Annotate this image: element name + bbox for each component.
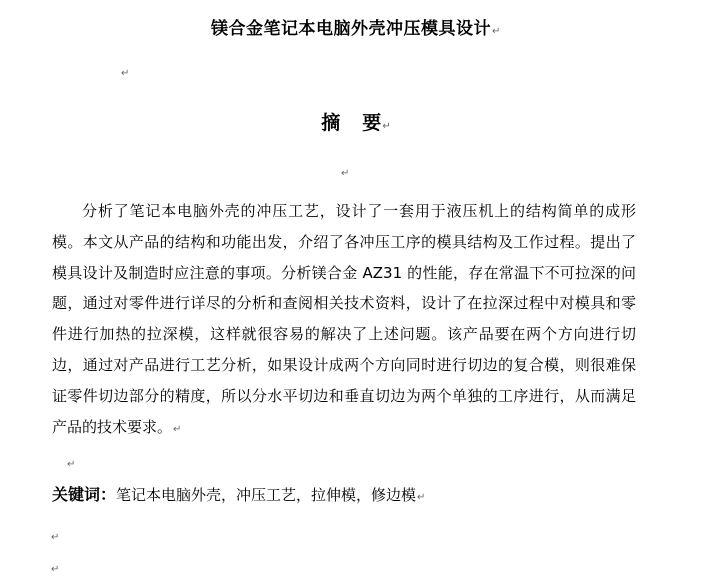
empty-paragraph	[50, 528, 59, 545]
paragraph-mark-icon: ↵	[173, 423, 182, 435]
abstract-heading-char-2: 要	[362, 112, 382, 134]
abstract-body	[52, 196, 636, 445]
paragraph-mark-icon: ↵	[492, 26, 501, 37]
document-title-text: 镁合金笔记本电脑外壳冲压模具设计	[211, 19, 492, 39]
paragraph-mark-icon: ↵	[417, 492, 426, 503]
abstract-heading-char-1: 摘	[321, 112, 341, 134]
paragraph-mark-icon: ↵	[382, 121, 391, 132]
empty-paragraph	[66, 455, 75, 472]
empty-paragraph	[120, 64, 129, 81]
keywords-line	[52, 482, 425, 511]
abstract-body-text: 分析了笔记本电脑外壳的冲压工艺，设计了一套用于液压机上的结构简单的成形模。本文从产品的结构和功能出发，介绍了各冲压工序的模具结构及工作过程。提出了模具设计及制造时应注意的事项。分析镁合金 AZ31 的性能，存在常温下不可拉深的问题，通过对零件进行详尽的分析和查阅相关技术资料，设计了在拉深过程中对模具和零件进行加热的拉深模，这样就很容易的解决了上述问题。该产品要在两个方向进行切边，通过对产品进行工艺分析，如果设计成两个方向同时进行切边的复合模，则很难保证零件切边部分的精度，所以分水平切边和垂直切边为两个单独的工序进行，从而满足产品的技术要求。	[52, 202, 636, 436]
paragraph-mark-icon: ↵	[51, 532, 60, 543]
paragraph-mark-icon: ↵	[67, 459, 76, 470]
empty-paragraph	[50, 560, 59, 577]
paragraph-mark-icon: ↵	[341, 168, 350, 179]
document-title	[0, 17, 712, 44]
paragraph-mark-icon: ↵	[51, 564, 60, 575]
keywords-text: 笔记本电脑外壳，冲压工艺，拉伸模，修边模	[116, 486, 417, 504]
abstract-heading	[0, 110, 712, 140]
keywords-label: 关键词：	[52, 485, 117, 504]
paragraph-mark-icon: ↵	[121, 68, 130, 79]
empty-paragraph	[340, 164, 349, 181]
